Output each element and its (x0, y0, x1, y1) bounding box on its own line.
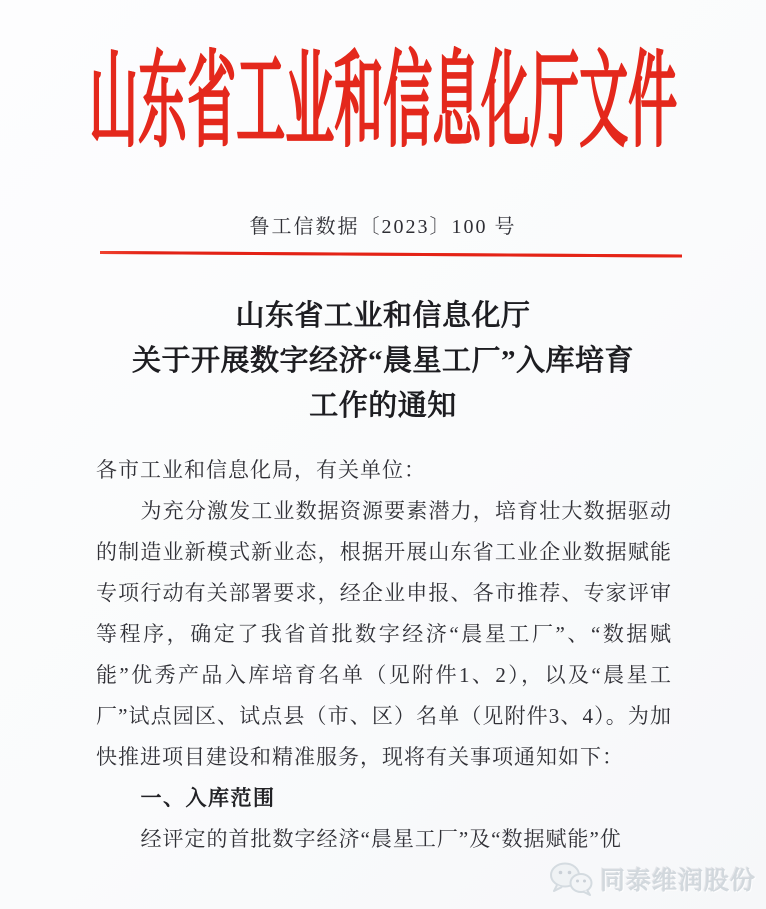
masthead-title: 山东省工业和信息化厅文件 (89, 44, 677, 161)
section-1-text: 经评定的首批数字经济“晨星工厂”及“数据赋能”优 (140, 827, 622, 851)
document-title-line-1: 山东省工业和信息化厅 (235, 300, 531, 332)
section-1-heading: 一、入库范围 (140, 787, 276, 810)
salutation-line: 各市工业和信息化局，有关单位： (96, 458, 426, 482)
watermark (547, 860, 756, 898)
document-body (96, 450, 672, 860)
red-divider-line (100, 251, 682, 258)
watermark-label: 同泰维润股份 (599, 867, 756, 895)
wechat-icon (547, 860, 595, 898)
document-title-line-3: 工作的通知 (309, 390, 457, 422)
body-paragraph-1: 为充分激发工业数据资源要素潜力，培育壮大数据驱动的制造业新模式新业态，根据开展山东省工业企业数据赋能专项行动有关部署要求，经企业申报、各市推荐、专家评审等程序，确定了我省首批数字经济“晨星工厂”、“数据赋能”优秀产品入库培育名单（见附件1、2），以及“晨星工厂”试点园区、试点县（市、区）名单（见附件3、4）。为加快推进项目建设和精准服务，现将有关事项通知如下： (96, 499, 672, 769)
document-title (0, 294, 766, 429)
document-title-line-2: 关于开展数字经济“晨星工厂”入库培育 (131, 345, 634, 377)
document-masthead (0, 36, 766, 161)
document-number: 鲁工信数据〔2023〕100 号 (249, 216, 517, 238)
